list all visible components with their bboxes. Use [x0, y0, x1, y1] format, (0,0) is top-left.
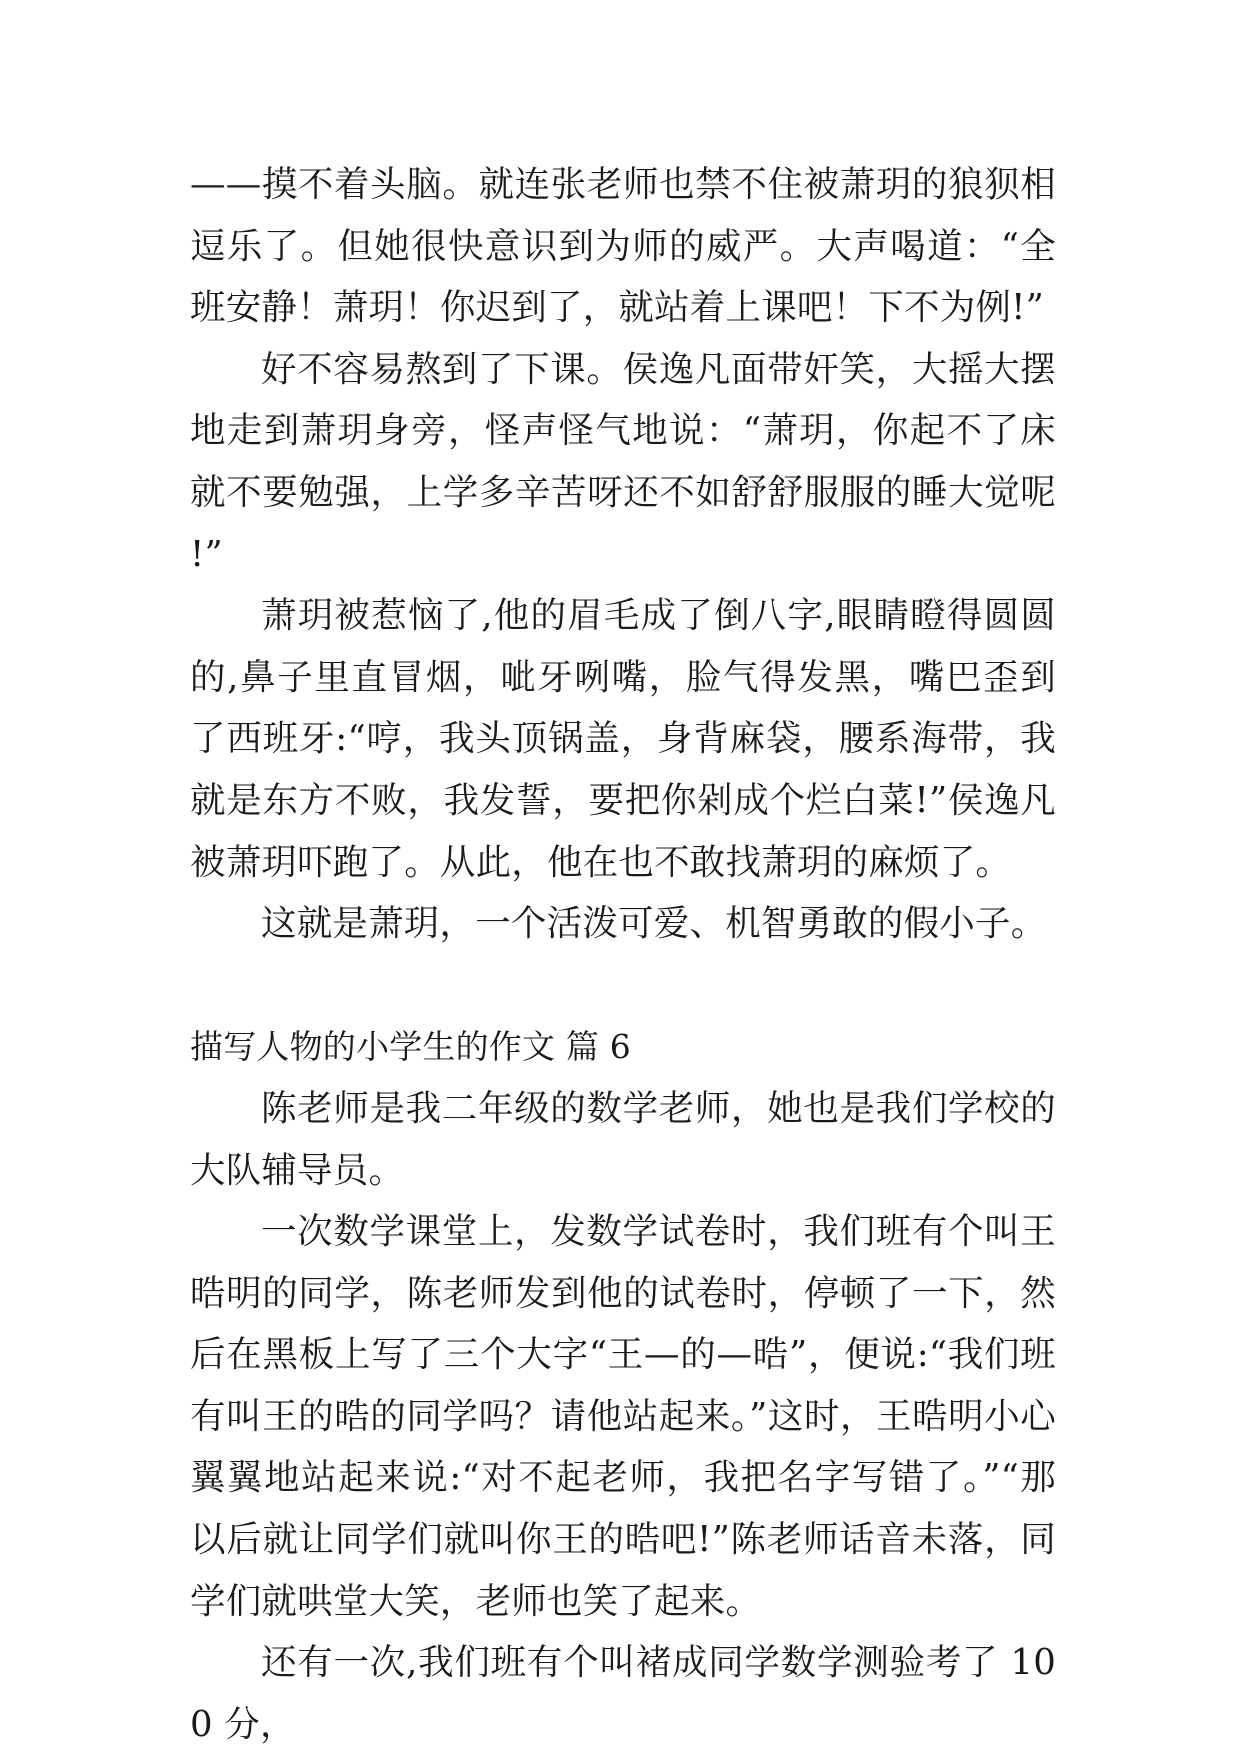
paragraph-continued: ——摸不着头脑。就连张老师也禁不住被萧玥的狼狈相逗乐了。但她很快意识到为师的威严。大声喝道：“全班安静！萧玥！你迟到了，就站着上课吧！下不为例!” — [190, 164, 1056, 329]
paragraph: 一次数学课堂上，发数学试卷时，我们班有个叫王晧明的同学，陈老师发到他的试卷时，停顿了一下，然后在黑板上写了三个大字“王—的—晧”，便说:“我们班有叫王的晧的同学吗？请他站起来。”这时，王晧明小心翼翼地站起来说:“对不起老师，我把名字写错了。”“那以后就让同学们就叫你王的晧吧!”陈老师话音未落，同学们就哄堂大笑，老师也笑了起来。 — [190, 1211, 1056, 1622]
paragraph: 还有一次,我们班有个叫褚成同学数学测验考了 100 分， — [190, 1642, 1056, 1745]
paragraph: 这就是萧玥，一个活泼可爱、机智勇敢的假小子。 — [261, 903, 1047, 945]
paragraph: 萧玥被惹恼了,他的眉毛成了倒八字,眼睛瞪得圆圆的,鼻子里直冒烟，呲牙咧嘴，脸气得发黑，嘴巴歪到了西班牙:“哼，我头顶锅盖，身背麻袋，腰系海带，我就是东方不败，我发誓，要把你剁成个烂白菜!”侯逸凡被萧玥吓跑了。从此，他在也不敢找萧玥的麻烦了。 — [190, 595, 1056, 883]
paragraph: 好不容易熬到了下课。侯逸凡面带奸笑，大摇大摆地走到萧玥身旁，怪声怪气地说：“萧玥，你起不了床就不要勉强，上学多辛苦呀还不如舒舒服服的睡大觉呢!” — [190, 348, 1056, 575]
section-heading: 描写人物的小学生的作文 篇 6 — [190, 1027, 631, 1067]
paragraph: 陈老师是我二年级的数学老师，她也是我们学校的大队辅导员。 — [190, 1087, 1056, 1191]
document-body — [190, 154, 1056, 1754]
